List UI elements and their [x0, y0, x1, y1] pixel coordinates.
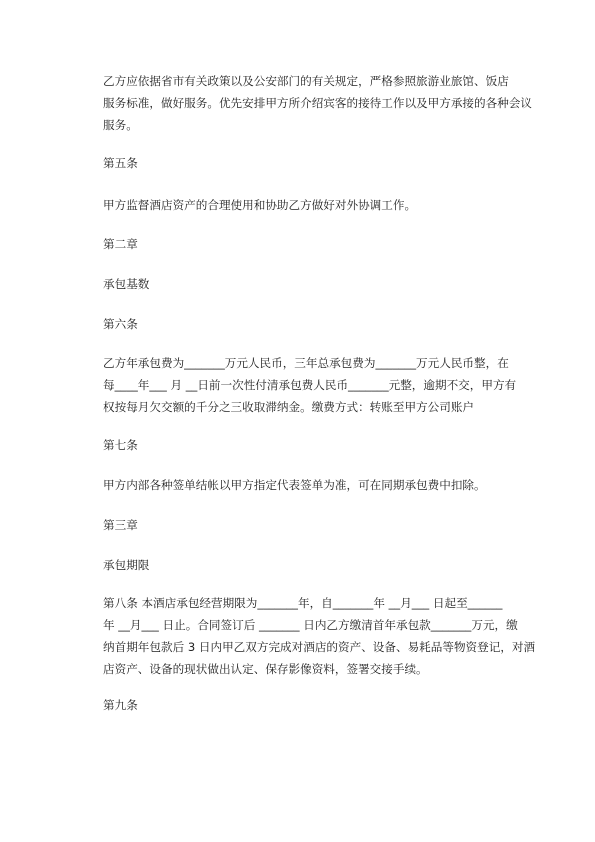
text-line: 年 __月___ 日止。合同签订后 _______ 日内乙方缴清首年承包款_______万元，缴: [103, 618, 518, 632]
text-line: 纳首期年包款后 3 日内甲乙双方完成对酒店的资产、设备、易耗品等物资登记，对酒: [103, 640, 536, 654]
text-line: 乙方年承包费为_______万元人民币，三年总承包费为_______万元人民币整，在: [103, 356, 509, 370]
article-heading-7: 第七条: [103, 438, 138, 452]
text-line: 权按每月欠交额的千分之三收取滞纳金。缴费方式：转账至甲方公司账户: [103, 400, 475, 414]
text-line: 第八条 本酒店承包经营期限为_______年，自_______年 __月___ 日起至______: [103, 596, 503, 610]
paragraph-supervision: 甲方监督酒店资产的合理使用和协助乙方做好对外协调工作。: [103, 198, 417, 212]
article-heading-9: 第九条: [103, 698, 138, 712]
article-heading-5: 第五条: [103, 156, 138, 170]
text-line: 店资产、设备的现状做出认定、保存影像资料，签署交接手续。: [103, 662, 428, 676]
text-line: 服务标准，做好服务。优先安排甲方所介绍宾客的接待工作以及甲方承接的各种会议: [103, 96, 532, 110]
article-heading-6: 第六条: [103, 317, 138, 331]
chapter-title-2: 承包基数: [103, 277, 150, 291]
paragraph-contract-fee: [103, 352, 525, 418]
text-line: 乙方应依据省市有关政策以及公安部门的有关规定，严格参照旅游业旅馆、饭店: [103, 74, 509, 88]
paragraph-contract-term: [103, 592, 536, 680]
paragraph-service-standards: [103, 70, 532, 136]
chapter-title-3: 承包期限: [103, 558, 150, 572]
text-line: 服务。: [103, 118, 138, 132]
chapter-heading-3: 第三章: [103, 518, 138, 532]
paragraph-settlement: 甲方内部各种签单结帐以甲方指定代表签单为准，可在同期承包费中扣除。: [103, 478, 486, 492]
text-line: 每____年___ 月 __日前一次性付清承包费人民币_______元整，逾期不交，甲方有: [103, 378, 517, 392]
chapter-heading-2: 第二章: [103, 237, 138, 251]
